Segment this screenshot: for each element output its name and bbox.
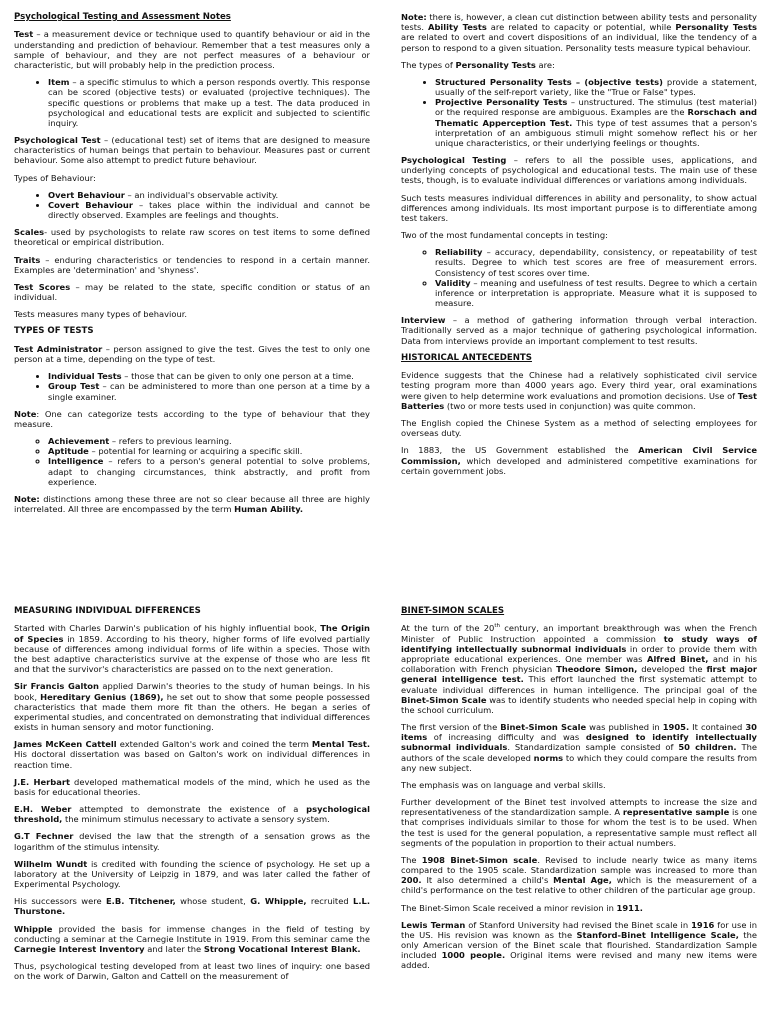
herbart-paragraph bbox=[14, 777, 370, 797]
note-categorize bbox=[14, 409, 370, 429]
definition-text: This type of test assumes that a person's interpretation of an ambiguous stimuli might somehow reflect his or her unique characteristics, or their underlying feelings or thoughts. bbox=[435, 117, 757, 148]
fechner-paragraph bbox=[14, 831, 370, 851]
wundt-paragraph bbox=[14, 859, 370, 890]
personality-tests-list bbox=[401, 77, 757, 148]
term: 30 items bbox=[401, 722, 757, 743]
term: 1908 Binet-Simon scale bbox=[421, 854, 538, 865]
list-item bbox=[435, 97, 757, 148]
text: was to identify students who needed special help in coping with the school curriculum. bbox=[401, 694, 758, 715]
term-test-batteries: Test Batteries bbox=[401, 390, 757, 411]
term: J.E. Herbart bbox=[14, 776, 70, 787]
text: His doctoral dissertation was based on Galton's work on individual differences in reaction time. bbox=[14, 749, 370, 770]
text: provided the basis for immense changes in the field of testing by conducting a seminar at the Carnegie Institute in 1919. From this seminar came the bbox=[14, 923, 370, 944]
term: Stanford-Binet Intelligence Scale, bbox=[576, 929, 739, 940]
term: G.T Fechner bbox=[14, 831, 74, 842]
term: representative sample bbox=[622, 807, 730, 818]
list-item bbox=[48, 190, 370, 200]
term: The Origin of Species bbox=[14, 623, 370, 644]
definition-text: – meaning and usefulness of test results. Degree to which a certain inference or interpretation is appropriate. Measure what it is supposed to measure. bbox=[435, 277, 757, 309]
text: (two or more tests used in conjunction) was quite common. bbox=[444, 400, 696, 411]
definition-text: – enduring characteristics or tendencies to respond in a certain manner. Examples are 'determination' and 'shyness'. bbox=[14, 254, 370, 275]
definition-text: – a measurement device or technique used to quantify behaviour or aid in the understanding and prediction of behaviour. Remember that a test measures only a sample of behaviour, and they are not perfect measures of a behaviour or characteristic, but will probably help in the prediction process. bbox=[14, 29, 370, 70]
text: in 1859. According to his theory, higher forms of life evolved partially because of differences among individual forms of life within a species. Those with the best adaptive characteristics survive at the expense of those who are less fit and that the survivor's characteristics are passed on to the next generation. bbox=[14, 633, 370, 675]
galton-paragraph bbox=[14, 681, 370, 732]
definition-text: – unstructured. The stimulus (test material) or the required response are ambiguous. Examples are the bbox=[435, 97, 757, 118]
ability-list bbox=[14, 436, 370, 487]
term: Wilhelm Wundt bbox=[14, 858, 88, 869]
list-item bbox=[48, 381, 370, 401]
term: designed to identify intellectually subnormal individuals bbox=[401, 732, 757, 753]
text: are related to capacity or potential, while bbox=[486, 22, 676, 33]
term: Lewis Terman bbox=[401, 919, 466, 930]
types-of-behaviour-heading: Types of Behaviour: bbox=[14, 172, 96, 183]
historical-antecedents-heading: HISTORICAL ANTECEDENTS bbox=[401, 352, 532, 363]
term: to study ways of identifying intellectually subnormal individuals bbox=[401, 633, 757, 654]
term: Reliability bbox=[435, 247, 483, 258]
term: Binet-Simon Scale bbox=[500, 722, 587, 733]
term: Group Test bbox=[48, 381, 100, 392]
scales-definition bbox=[14, 227, 370, 247]
text: . Revised to include nearly twice as many items compared to the 1905 scale. Standardization sample was increased to more than bbox=[401, 854, 757, 876]
term-interview: Interview bbox=[401, 315, 446, 326]
list-item bbox=[48, 456, 370, 487]
term: Rorschach and Thematic Apperception Test. bbox=[435, 107, 757, 128]
term: Validity bbox=[435, 277, 471, 288]
traits-definition bbox=[14, 255, 370, 275]
definition-text: – potential for learning or acquiring a specific skill. bbox=[88, 446, 303, 457]
term: psychological threshold, bbox=[14, 804, 370, 825]
text: there is, however, a clean cut distinction between ability tests and personality tests. bbox=[401, 12, 757, 33]
superscript: th bbox=[494, 623, 500, 630]
definition-text: – those that can be given to only one person at a time. bbox=[121, 371, 354, 382]
term: E.B. Titchener, bbox=[105, 896, 176, 907]
scale-1908-paragraph bbox=[401, 855, 757, 896]
text: It contained bbox=[689, 722, 746, 733]
item-list bbox=[14, 77, 370, 128]
term-traits: Traits bbox=[14, 254, 41, 265]
definition-text: provide a statement, usually of the self-report variety, like the "True or False" types. bbox=[435, 76, 757, 98]
term-psych-testing: Psychological Testing bbox=[401, 155, 507, 166]
definition-text: – refers to all the possible uses, applications, and underlying concepts of psychological and educational tests. The main use of these tests, though, is to evaluate individual differences or variations among individuals. bbox=[401, 155, 757, 186]
text: In 1883, the US Government established the bbox=[401, 445, 639, 456]
revision-1911-paragraph bbox=[401, 903, 757, 913]
text: and later the bbox=[144, 943, 204, 954]
definition-text: – accuracy, dependability, consistency, or repeatability of test results. Degree to which test scores are free of measurement errors. Consistency of test scores over time. bbox=[435, 247, 757, 278]
notes-column-top-left bbox=[14, 12, 370, 521]
list-item bbox=[435, 77, 757, 97]
notes-column-top-right bbox=[401, 12, 757, 483]
term: Alfred Binet, bbox=[646, 654, 709, 664]
note-ability-personality bbox=[401, 12, 757, 53]
list-item bbox=[435, 278, 757, 309]
cattell-paragraph bbox=[14, 739, 370, 770]
term: 1905. bbox=[662, 722, 690, 733]
text: which is the measurement of a child's performance on the test relative to other children of the particular age group. bbox=[401, 875, 758, 896]
text: developed mathematical models of the mind, which he used as the basis for educational theories. bbox=[14, 776, 370, 797]
measuring-differences-heading: MEASURING INDIVIDUAL DIFFERENCES bbox=[14, 606, 201, 616]
behaviour-list bbox=[14, 190, 370, 221]
thus-paragraph: Thus, psychological testing developed from at least two lines of inquiry: one based on the work of Darwin, Galton and Cattell on the measurement of bbox=[14, 961, 370, 982]
psych-test-definition bbox=[14, 135, 370, 166]
term: Mental Age, bbox=[553, 875, 612, 886]
term: Covert Behaviour bbox=[48, 199, 133, 210]
term: Whipple bbox=[14, 923, 53, 934]
term: Achievement bbox=[48, 436, 110, 447]
test-administrator-definition bbox=[14, 344, 370, 364]
term: Strong Vocational Interest Blank. bbox=[203, 943, 361, 954]
term: Personality Tests bbox=[455, 59, 536, 70]
text: for use in the US. His revision was known as the bbox=[401, 919, 757, 940]
text: in order to provide them with appropriate educational experiences. One member was bbox=[401, 643, 757, 664]
term: Carnegie Interest Inventory bbox=[14, 943, 145, 954]
definition-text: – a method of gathering information through verbal interaction. Traditionally served as a major technique of gathering psychological information. Data from interviews provide an important complement to test results. bbox=[401, 315, 757, 346]
text: applied Darwin's theories to the study of human beings. In his book, bbox=[14, 681, 370, 702]
list-item bbox=[435, 247, 757, 278]
note-text: distinctions among these three are not so clear because all three are highly interrelated. All three are encompassed by the term bbox=[14, 493, 370, 515]
definition-text: - used by psychologists to relate raw scores on test items to some defined theoretical or empirical distribution. bbox=[14, 227, 370, 248]
list-item bbox=[48, 371, 370, 381]
types-of-tests-heading: TYPES OF TESTS bbox=[14, 326, 94, 337]
interview-definition bbox=[401, 315, 757, 346]
english-text: The English copied the Chinese System as a method of selecting employees for overseas duty. bbox=[401, 417, 757, 439]
list-item bbox=[48, 77, 370, 128]
text: the minimum stimulus necessary to activate a sensory system. bbox=[62, 814, 330, 825]
text: attempted to demonstrate the existence of a bbox=[71, 804, 307, 815]
test-types-list bbox=[14, 371, 370, 402]
text: The Binet-Simon Scale received a minor revision in bbox=[401, 902, 617, 913]
text: Started with Charles Darwin's publication of his highly influential book, bbox=[14, 623, 321, 634]
term-test-administrator: Test Administrator bbox=[14, 343, 103, 354]
term: Intelligence bbox=[48, 456, 104, 467]
psych-testing-definition bbox=[401, 155, 757, 186]
term-ability-tests: Ability Tests bbox=[428, 22, 487, 33]
term: Structured Personality Tests – (objective tests) bbox=[435, 76, 663, 87]
term: 1916 bbox=[691, 919, 715, 930]
term: norms bbox=[533, 752, 564, 763]
text: which developed and administered competitive examinations for certain government jobs. bbox=[401, 455, 757, 476]
term-note: Note bbox=[14, 408, 37, 419]
term-test-scores: Test Scores bbox=[14, 281, 71, 292]
text: It also determined a child's bbox=[421, 875, 554, 886]
term-note: Note: bbox=[14, 493, 40, 504]
text: Evidence suggests that the Chinese had a relatively sophisticated civil service testing program more than 4000 years ago. Every third year, oral examinations were given to help determine work evaluations and promotion decisions. Use of bbox=[401, 370, 757, 401]
text: recruited bbox=[306, 896, 354, 907]
text: whose student, bbox=[175, 896, 251, 907]
term: Projective Personality Tests bbox=[435, 97, 568, 108]
term-human-ability: Human Ability. bbox=[234, 504, 304, 515]
evidence-text bbox=[401, 370, 757, 411]
term: first major general intelligence test. bbox=[401, 664, 757, 685]
text: are related to overt and covert dispositions of an individual, like the tendency of a person to respond to a given situation. Personality tests measure typical behaviour. bbox=[401, 32, 757, 53]
test-definition bbox=[14, 29, 370, 70]
term: G. Whipple, bbox=[250, 896, 307, 907]
list-item bbox=[48, 200, 370, 220]
test-scores-definition bbox=[14, 282, 370, 302]
note-distinctions bbox=[14, 494, 370, 514]
text: Further development of the Binet test involved attempts to increase the size and representativeness of the standardization sample. A bbox=[401, 797, 757, 818]
text: . Standardization sample consisted of bbox=[507, 742, 679, 753]
definition-text: – a specific stimulus to which a person responds overtly. This response can be scored (objective tests) or evaluated (projective techniques). The specific questions or problems that make up a test. The data produced in psychological and educational tests are explicit and subjected to scientific inquiry. bbox=[48, 77, 370, 128]
list-item bbox=[48, 446, 370, 456]
text: is credited with founding the science of psychology. He set up a laboratory at the University of Leipzig in 1879, and was later called the father of Experimental Psychology. bbox=[14, 858, 370, 890]
first-version-paragraph bbox=[401, 722, 757, 773]
term-test: Test bbox=[14, 29, 34, 40]
text: of increasing difficulty and was bbox=[427, 732, 586, 743]
definition-text: – takes place within the individual and cannot be directly observed. Examples are feelings and thoughts. bbox=[48, 199, 371, 221]
definition-text: – refers to previous learning. bbox=[109, 436, 232, 447]
definition-text: – refers to a person's general potential to solve problems, adapt to changing circumstances, think abstractly, and profit from experience. bbox=[48, 456, 370, 487]
two-concepts-heading: Two of the most fundamental concepts in testing: bbox=[401, 230, 608, 241]
text: At the turn of the 20 bbox=[401, 623, 495, 634]
such-tests-text: Such tests measures individual differences in ability and personality, to show actual differences among individuals. Its most important purpose is to differentiate among test takers. bbox=[401, 192, 757, 223]
definition-text: – can be administered to more than one person at a time by a single examiner. bbox=[48, 381, 370, 402]
term: L.L. Thurstone. bbox=[14, 896, 371, 917]
term: 200. bbox=[401, 875, 422, 886]
term: Theodore Simon, bbox=[556, 664, 638, 675]
text: to which they could compare the results from any new subject. bbox=[401, 752, 757, 773]
text: and in his collaboration with French physician bbox=[401, 654, 758, 675]
list-item bbox=[48, 436, 370, 446]
term: Mental Test. bbox=[311, 739, 370, 750]
emphasis-paragraph: The emphasis was on language and verbal skills. bbox=[401, 779, 606, 790]
text: is one that comprises individuals similar to those for whom the test is to be used. When the test is used for the general population, a representative sample must reflect all segments of the population in proportion to their actual numbers. bbox=[401, 807, 757, 848]
weber-paragraph bbox=[14, 804, 370, 824]
binet-intro-paragraph bbox=[401, 623, 757, 715]
term: Aptitude bbox=[48, 446, 89, 457]
text: Original items were revised and many new items were added. bbox=[401, 950, 758, 971]
term: Hereditary Genius (1869), bbox=[40, 691, 164, 702]
term: Overt Behaviour bbox=[48, 189, 125, 200]
darwin-paragraph bbox=[14, 623, 370, 674]
text: was published in bbox=[586, 722, 663, 733]
term-scales: Scales bbox=[14, 227, 45, 238]
term: James McKeen Cattell bbox=[14, 739, 117, 750]
term-personality-tests: Personality Tests bbox=[675, 22, 758, 33]
text: developed the bbox=[637, 664, 707, 675]
text: The first version of the bbox=[401, 722, 501, 733]
term: Sir Francis Galton bbox=[14, 681, 99, 692]
text: of Stanford University had revised the Binet scale in bbox=[465, 919, 692, 930]
text: devised the law that the strength of a sensation grows as the logarithm of the stimulus intensity. bbox=[14, 831, 370, 852]
notes-column-bottom-right bbox=[401, 606, 757, 978]
document-title: Psychological Testing and Assessment Notes bbox=[14, 12, 231, 22]
term: 50 children. bbox=[678, 742, 737, 753]
binet-simon-heading: BINET-SIMON SCALES bbox=[401, 606, 505, 616]
definition-text: – may be related to the state, specific condition or status of an individual. bbox=[14, 281, 370, 303]
representative-sample-paragraph bbox=[401, 797, 757, 848]
text: extended Galton's work and coined the term bbox=[116, 739, 312, 750]
term-item: Item bbox=[48, 77, 70, 88]
text: The bbox=[401, 854, 422, 865]
definition-text: – an individual's observable activity. bbox=[124, 189, 279, 200]
definition-text: – person assigned to give the test. Gives the test to only one person at a time, depending on the type of test. bbox=[14, 343, 371, 365]
term-note: Note: bbox=[401, 12, 427, 22]
concepts-list bbox=[401, 247, 757, 308]
term: 1911. bbox=[616, 902, 643, 913]
text: he set out to show that some people possessed characteristics that made them more fit than the others. He began a series of experimental studies, and concentrated on demonstrating that individual differences exists in human sensory and motor functioning. bbox=[14, 691, 370, 733]
us-government-text bbox=[401, 445, 757, 476]
text: the only American version of the Binet scale that flourished. Standardization Sample included bbox=[401, 929, 757, 961]
term: Individual Tests bbox=[48, 371, 122, 382]
terman-paragraph bbox=[401, 920, 757, 971]
whipple-paragraph bbox=[14, 924, 370, 955]
term: E.H. Weber bbox=[14, 804, 72, 815]
term-psych-test: Psychological Test bbox=[14, 135, 101, 146]
text: This effort launched the first systematic attempt to evaluate individual differences in human intelligence. The principal goal of the bbox=[401, 674, 757, 695]
term: Binet-Simon Scale bbox=[401, 694, 487, 705]
notes-column-bottom-left bbox=[14, 606, 370, 988]
text: The types of bbox=[401, 59, 456, 70]
successors-paragraph bbox=[14, 896, 370, 916]
tests-measure-text: Tests measures many types of behaviour. bbox=[14, 309, 188, 320]
text: are: bbox=[535, 59, 555, 70]
term: 1000 people. bbox=[441, 950, 506, 961]
text: century, an important breakthrough was when the French Minister of Public Instruction appointed a commission bbox=[401, 623, 757, 644]
text: His successors were bbox=[14, 896, 106, 907]
note-text: : One can categorize tests according to the type of behaviour that they measure. bbox=[14, 408, 370, 429]
types-personality-heading bbox=[401, 60, 757, 70]
definition-text: – (educational test) set of items that are designed to measure characteristics of human beings that pertain to behaviour. Measures past or current behaviour. Some also attempt to predict future behaviour. bbox=[14, 135, 370, 166]
text: The authors of the scale developed bbox=[401, 742, 757, 763]
term-civil-service: American Civil Service Commission, bbox=[401, 445, 757, 466]
